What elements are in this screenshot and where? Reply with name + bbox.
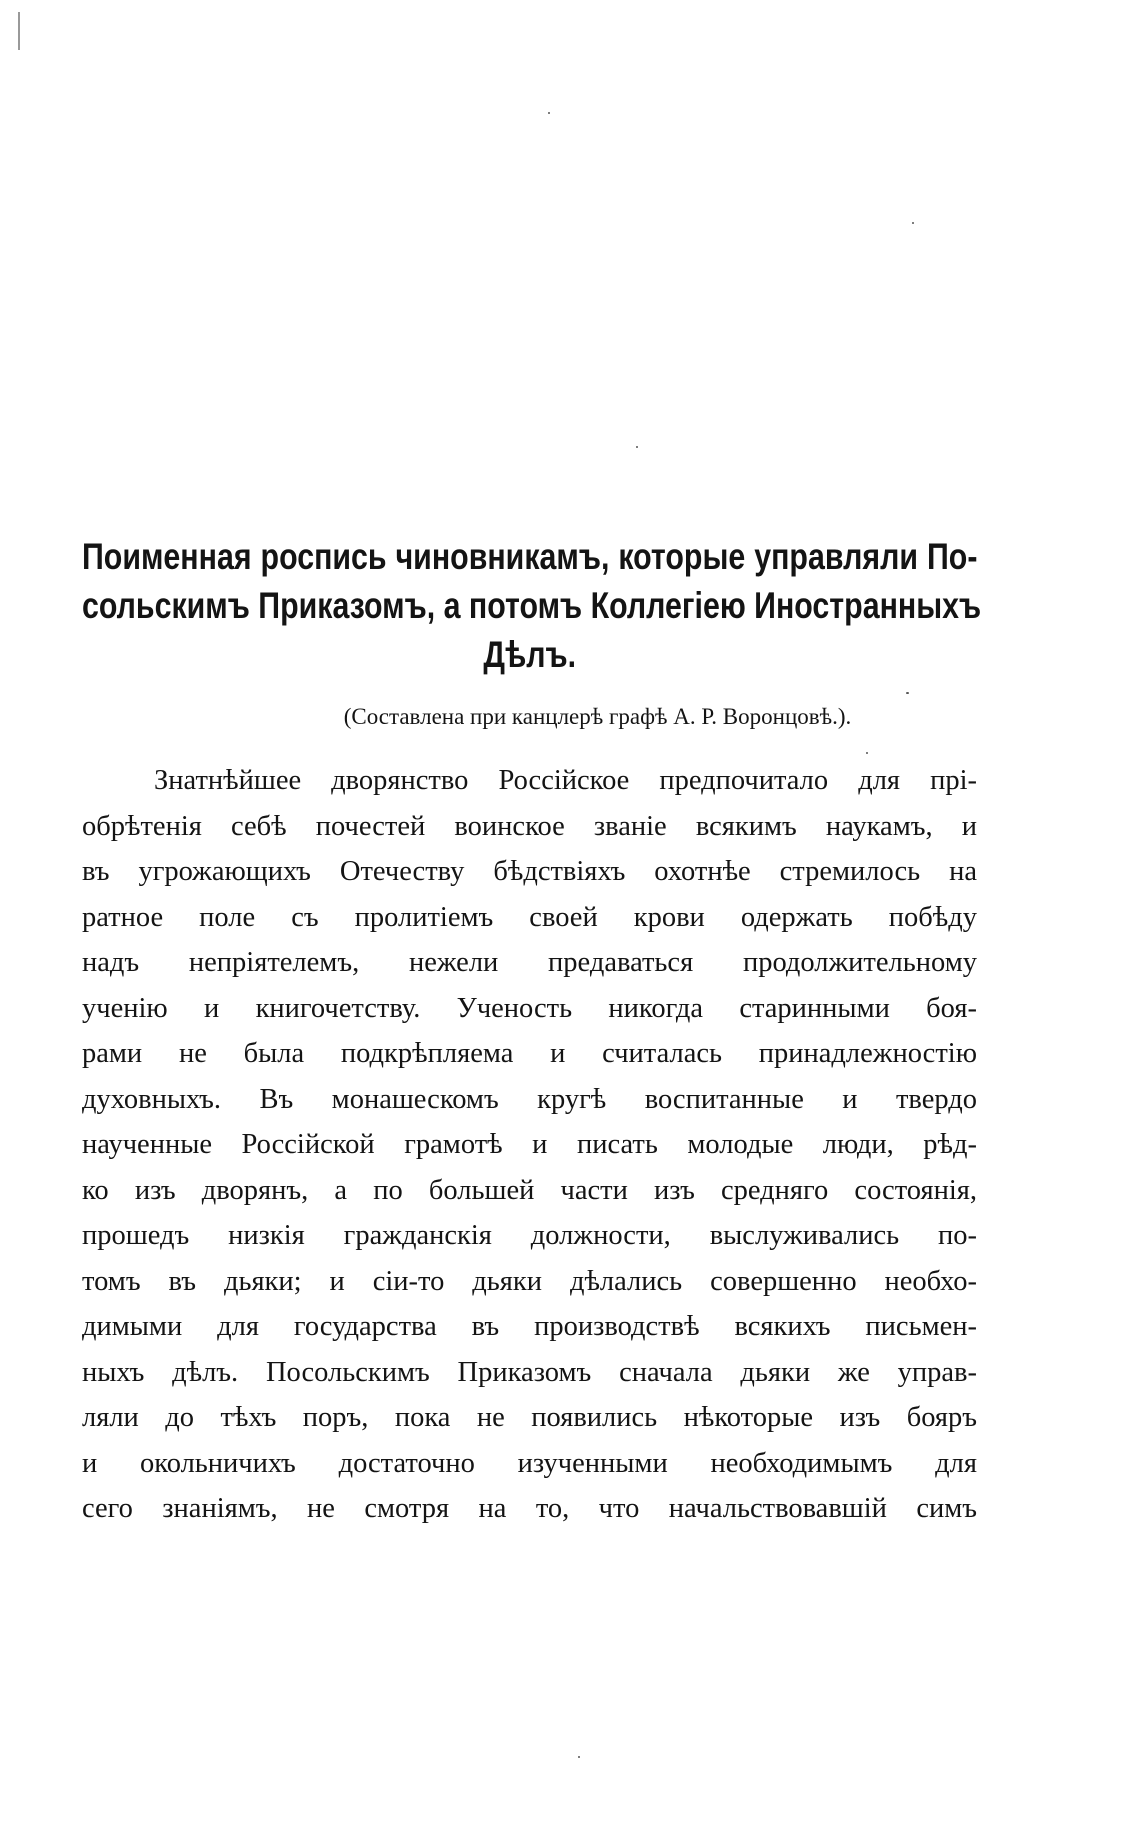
title-line-1: Поименная роспись чиновникамъ, которые управляли По- — [82, 536, 978, 577]
scan-speck — [548, 112, 550, 114]
body-line: ученiю и книгочетству. Ученость никогда старинными боя- — [82, 992, 977, 1024]
body-line: наученные Россiйской грамотѣ и писать молодые люди, рѣд- — [82, 1129, 977, 1160]
body-line: томъ въ дьяки; и сiи-то дьяки дѣлались совершенно необхо- — [82, 1265, 977, 1297]
scan-speck — [912, 222, 914, 224]
body-line: Знатнѣйшее дворянство Россiйское предпочитало для прi- — [154, 765, 977, 796]
body-line: сего знанiямъ, не смотря на то, что начальствовавшiй симъ — [82, 1493, 977, 1524]
body-line: обрѣтенiя себѣ почестей воинское званiе всякимъ наукамъ, и — [82, 810, 977, 842]
page-title — [82, 532, 982, 679]
body-line: прошедъ низкiя гражданскiя должности, выслуживались по- — [82, 1220, 977, 1251]
body-line: ко изъ дворянъ, а по большей части изъ средняго состоянiя, — [82, 1174, 977, 1206]
body-line: надъ непрiятелемъ, нежели предаваться продолжительному — [82, 947, 977, 978]
body-line: ратное поле съ пролитiемъ своей крови одержать побѣду — [82, 901, 977, 933]
scan-speck — [906, 692, 909, 694]
body-line: рами не была подкрѣпляема и считалась принадлежностiю — [82, 1038, 977, 1069]
body-line: и окольничихъ достаточно изученными необходимымъ для — [82, 1447, 977, 1479]
body-line: ныхъ дѣлъ. Посольскимъ Приказомъ сначала дьяки же управ- — [82, 1356, 977, 1388]
scan-speck — [866, 752, 868, 754]
body-line: въ угрожающихъ Отечеству бѣдствiяхъ охотнѣе стремилось на — [82, 856, 977, 887]
title-line-3: Дѣлъ. — [483, 634, 577, 675]
body-line: димыми для государства въ производствѣ всякихъ письмен- — [82, 1311, 977, 1342]
scan-speck — [636, 446, 638, 448]
body-line: ляли до тѣхъ поръ, пока не появились нѣкоторые изъ бояръ — [82, 1402, 977, 1433]
scan-speck — [578, 1756, 580, 1758]
body-line: духовныхъ. Въ монашескомъ кругѣ воспитанные и твердо — [82, 1083, 977, 1115]
body-text — [82, 758, 977, 1532]
title-line-2: сольскимъ Приказомъ, а потомъ Коллегiею Иностранныхъ — [82, 585, 982, 626]
scan-speck — [18, 12, 20, 50]
subtitle: (Составлена при канцлерѣ графѣ А. Р. Воронцовѣ.). — [343, 704, 852, 729]
